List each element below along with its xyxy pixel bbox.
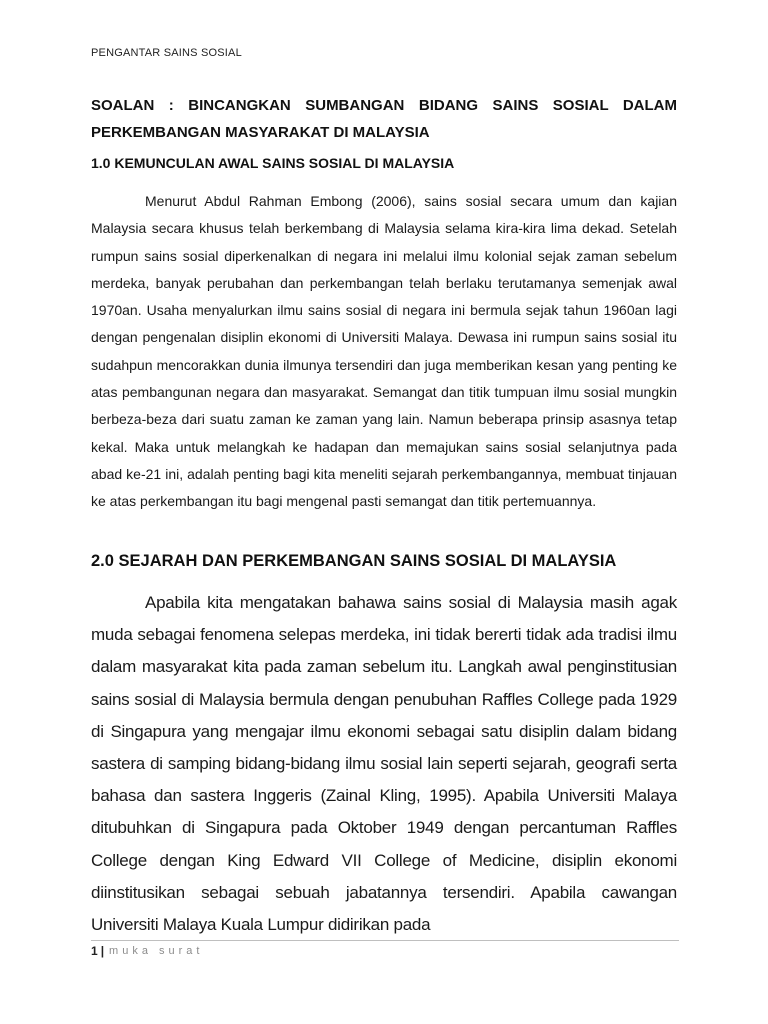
page-label: muka surat (109, 945, 204, 957)
section-2-paragraph-text: Apabila kita mengatakan bahawa sains sosial di Malaysia masih agak muda sebagai fenomena selepas merdeka, ini tidak bererti tidak ada tradisi ilmu dalam masyarakat kita pada zaman sebelum itu. Langkah awal penginstitusian sains sosial di Malaysia bermula dengan penubuhan Raffles College pada 1929 di Singapura yang mengajar ilmu ekonomi sebagai satu disiplin dalam bidang sastera di samping bidang-bidang ilmu sosial lain seperti sejarah, geografi serta bahasa dan sastera Inggeris (Zainal Kling, 1995). Apabila Universiti Malaya ditubuhkan di Singapura pada Oktober 1949 dengan percantuman Raffles College dengan King Edward VII College of Medicine, disiplin ekonomi diinstitusikan sebagai sebuah jabatannya tersendiri. Apabila cawangan Universiti Malaya Kuala Lumpur didirikan pada (91, 593, 677, 935)
page-footer (91, 944, 203, 958)
running-header: PENGANTAR SAINS SOSIAL (91, 47, 242, 59)
section-2-paragraph (91, 587, 677, 941)
section-2-heading: 2.0 SEJARAH DAN PERKEMBANGAN SAINS SOSIAL DI MALAYSIA (91, 552, 617, 570)
section-1-heading: 1.0 KEMUNCULAN AWAL SAINS SOSIAL DI MALAYSIA (91, 155, 455, 171)
section-1-paragraph-text: Menurut Abdul Rahman Embong (2006), sains sosial secara umum dan kajian Malaysia secara khusus telah berkembang di Malaysia selama kira-kira lima dekad. Setelah rumpun sains sosial diperkenalkan di negara ini melalui ilmu kolonial sejak zaman sebelum merdeka, banyak perubahan dan perkembangan telah berlaku terutamanya semenjak awal 1970an. Usaha menyalurkan ilmu sains sosial di negara ini bermula sejak tahun 1960an lagi dengan pengenalan disiplin ekonomi di Universiti Malaya. Dewasa ini rumpun sains sosial itu sudahpun mencorakkan dunia ilmunya tersendiri dan juga memberikan kesan yang penting ke atas pembangunan negara dan masyarakat. Semangat dan titik tumpuan ilmu sosial mungkin berbeza-beza dari suatu zaman ke zaman yang lain. Namun beberapa prinsip asasnya tetap kekal. Maka untuk melangkah ke hadapan dan memajukan sains sosial selanjutnya pada abad ke-21 ini, adalah penting bagi kita meneliti sejarah perkembangannya, membuat tinjauan ke atas perkembangan itu bagi mengenal pasti semangat dan titik pertemuannya. (91, 193, 677, 510)
question-title: SOALAN : BINCANGKAN SUMBANGAN BIDANG SAINS SOSIAL DALAM PERKEMBANGAN MASYARAKAT DI MALAYSIA (91, 97, 677, 141)
page-number: 1 (91, 944, 98, 958)
footer-divider (91, 940, 679, 941)
page-number-separator: | (100, 944, 105, 958)
section-1-paragraph (91, 188, 677, 516)
